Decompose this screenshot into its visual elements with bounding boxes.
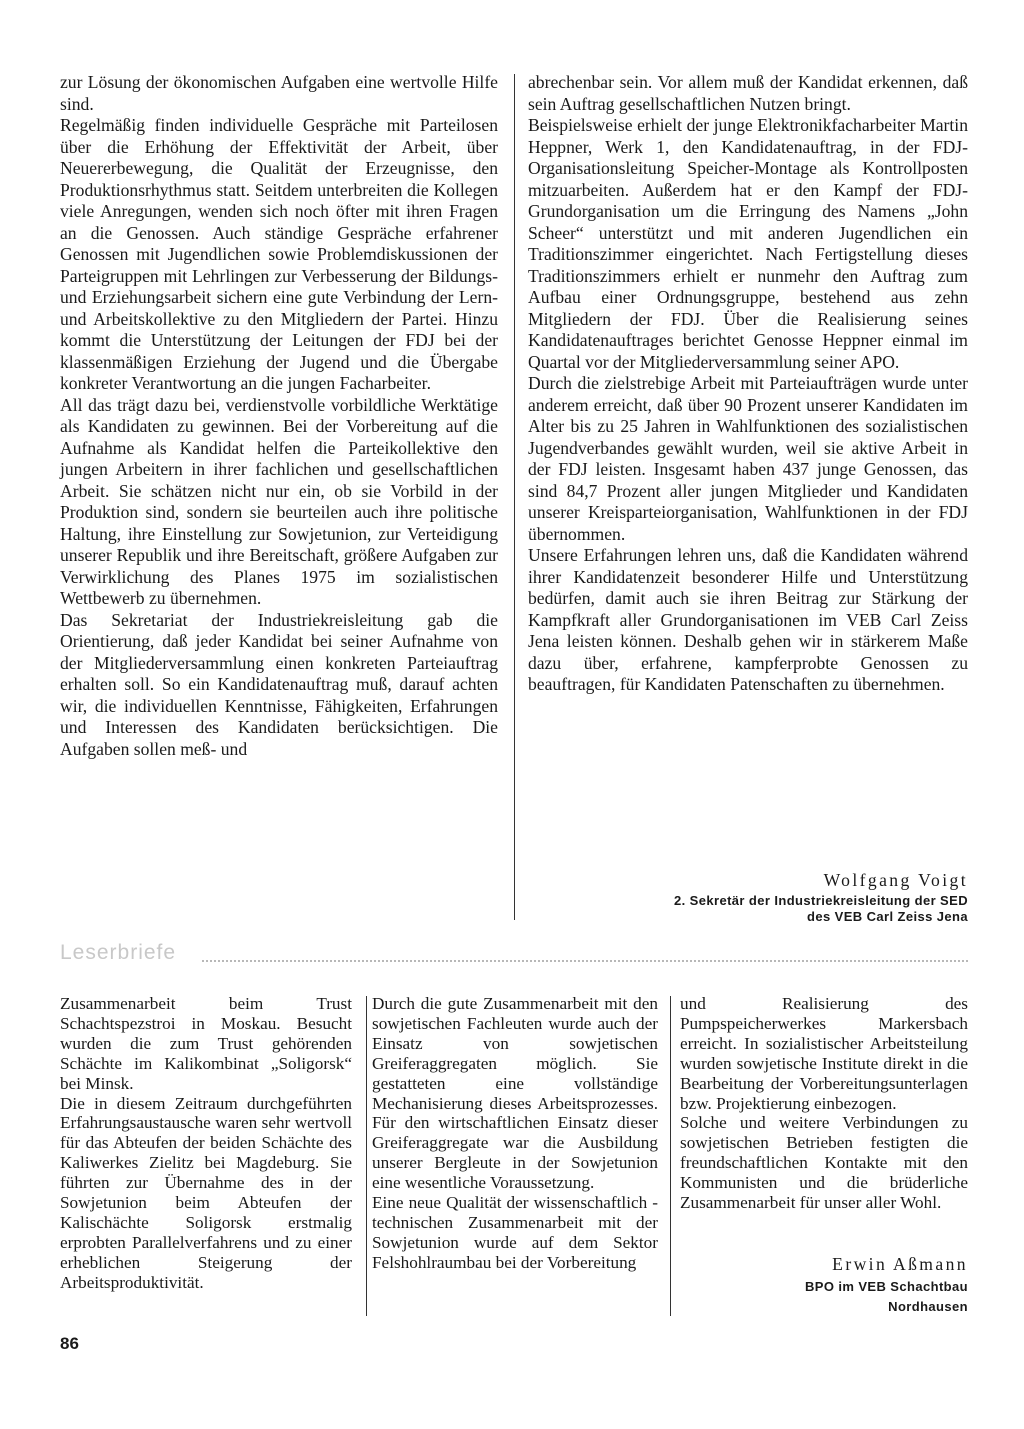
page-number: 86 <box>60 1334 79 1353</box>
paragraph: Unsere Erfahrungen lehren uns, daß die Kandidaten während ihrer Kandidatenzeit besonderer Hilfe und Unterstützung bedürfen, damit auch sie ihren Beitrag zur Stärkung der Kampfkraft aller Grundorganisationen im VEB Carl Zeiss Jena leisten können. Deshalb gehen wir in stärkerem Maße dazu über, erfahrene, kampferprobte Genossen zu beauftragen, für Kandidaten Patenschaften zu übernehmen. <box>528 545 968 694</box>
author-role-line: 2. Sekretär der Industriekreisleitung der SED <box>674 893 968 908</box>
article-author-name: Wolfgang Voigt <box>823 870 968 890</box>
paragraph: Solche und weitere Verbindungen zu sowjetischen Betrieben festigten die freundschaftlichen Kontakte mit den Kommunisten und die brüderliche Zusammenarbeit für unser aller Wohl. <box>680 1113 968 1213</box>
author-role-line: des VEB Carl Zeiss Jena <box>807 909 968 924</box>
paragraph: abrechenbar sein. Vor allem muß der Kandidat erkennen, daß sein Auftrag gesellschaftlichen Nutzen bringt. <box>528 72 968 114</box>
author-role-line: Nordhausen <box>888 1299 968 1314</box>
column-divider <box>366 996 367 1316</box>
letter-author-role <box>805 1277 968 1317</box>
paragraph: Zusammenarbeit beim Trust Schachtspezstroi in Moskau. Besucht wurden die zum Trust gehörenden Schächte im Kalikombinat „Soligorsk“ bei Minsk. <box>60 994 352 1093</box>
paragraph: Die in diesem Zeitraum durchgeführten Erfahrungsaustausche waren sehr wertvoll für das Abteufen der beiden Schächte des Kaliwerkes Zielitz bei Magdeburg. Sie führten zur Übernahme des in der Sowjetunion beim Abteufen der Kalischächte Soligorsk erstmalig erprobten Parallelverfahrens und zu einer erheblichen Steigerung der Arbeitsproduktivität. <box>60 1093 352 1292</box>
column-divider <box>514 74 515 920</box>
paragraph: All das trägt dazu bei, verdienstvolle vorbildliche Werktätige als Kandidaten zu gewinnen. Bei der Vorbereitung auf die Aufnahme als Kandidat helfen die Parteikollektive den jungen Arbeitern in ihrer fachlichen und gesellschaftlichen Arbeit. Sie schätzen nicht nur ein, ob sie Vorbild in der Produktion sind, sondern sie beurteilen auch ihre politische Haltung, ihre Einstellung zur Sowjetunion, zur Verteidigung unserer Republik und ihre Bereitschaft, größere Aufgaben zur Verwirklichung des Planes 1975 im sozialistischen Wettbewerb zu übernehmen. <box>60 394 498 608</box>
paragraph: Durch die gute Zusammenarbeit mit den sowjetischen Fachleuten wurde auch der Einsatz von sowjetischen Greiferaggregaten möglich. Sie gestatteten eine vollständige Mechanisierung dieses Arbeitsprozesses. Für den wirtschaftlichen Einsatz dieser Greiferaggregate war die Ausbildung unserer Bergleute in der Sowjetunion eine wesentliche Voraussetzung. <box>372 994 658 1193</box>
letter-column-2 <box>372 994 658 1273</box>
letter-author-name: Erwin Aßmann <box>832 1254 968 1274</box>
paragraph: Durch die zielstrebige Arbeit mit Parteiaufträgen wurde unter anderem erreicht, daß über 90 Prozent unserer Kandidaten im Alter bis zu 25 Jahren in Wahlfunktionen des sozialistischen Jugendverbandes gewählt wurden, weil sie aktive Arbeit in der FDJ leisten. Insgesamt haben 437 junge Genossen, das sind 84,7 Prozent aller jungen Mitglieder und Kandidaten unserer Kreisparteiorganisation, Wahlfunktionen in der FDJ übernommen. <box>528 373 968 544</box>
article-column-right <box>528 72 968 696</box>
paragraph: zur Lösung der ökonomischen Aufgaben eine wertvolle Hilfe sind. <box>60 72 498 114</box>
article-author-role <box>674 893 968 925</box>
section-heading-rule <box>202 960 968 962</box>
article-column-left <box>60 72 498 760</box>
paragraph: Eine neue Qualität der wissenschaftlich - technischen Zusammenarbeit mit der Sowjetunion wurde auf dem Sektor Felshohlraumbau bei der Vorbereitung <box>372 1193 658 1272</box>
author-role-line: BPO im VEB Schachtbau <box>805 1279 968 1294</box>
paragraph: Beispielsweise erhielt der junge Elektronikfacharbeiter Martin Heppner, Werk 1, den Kandidatenauftrag, in der FDJ-Organisationsleitung Speicher-Montage als Kontrollposten mitzuarbeiten. Außerdem hat er den Kampf der FDJ-Grundorganisation um die Erringung des Namens „John Scheer“ unterstützt und mit anderen Jugendlichen ein Traditionszimmer eingerichtet. Nach Fertigstellung dieses Traditionszimmers erhielt er nunmehr den Auftrag zum Aufbau einer Ordnungsgruppe, bestehend aus zehn Mitgliedern der FDJ. Über die Realisierung seines Kandidatenauftrages berichtet Genosse Heppner einmal im Quartal vor der Mitgliederversammlung seiner APO. <box>528 115 968 372</box>
paragraph: und Realisierung des Pumpspeicherwerkes Markersbach erreicht. In sozialistischer Arbeitsteilung wurden sowjetische Institute direkt in die Bearbeitung der Vorbereitungsunterlagen bzw. Projektierung einbezogen. <box>680 994 968 1113</box>
column-divider <box>670 996 671 1316</box>
paragraph: Das Sekretariat der Industriekreisleitung gab die Orientierung, daß jeder Kandidat bei seiner Aufnahme von der Mitgliederversammlung einen konkreten Parteiauftrag erhalten soll. So ein Kandidatenauftrag muß, darauf achten wir, die individuellen Kenntnisse, Fähigkeiten, Erfahrungen und Interessen des Kandidaten berücksichtigen. Die Aufgaben sollen meß- und <box>60 609 498 759</box>
section-heading: Leserbriefe <box>60 941 177 964</box>
paragraph: Regelmäßig finden individuelle Gespräche mit Parteilosen über die Erhöhung der Effektivität der Arbeit, über Neuererbewegung, die Qualität der Erzeugnisse, den Produktionsrhythmus statt. Seitdem unterbreiten die Kollegen viele Anregungen, wenden sich noch öfter mit ihren Fragen an die Genossen. Auch ständige Gespräche erfahrener Genossen mit Jugendlichen sowie Problemdiskussionen der Parteigruppen mit Lehrlingen zur Verbesserung der Bildungs- und Erziehungsarbeit sichern eine gute Verbindung der Lern- und Arbeitskollektive zu den Mitgliedern der Partei. Hinzu kommt die Unterstützung der Leitungen der FDJ bei der klassenmäßigen Erziehung der Jugend und die Übergabe konkreter Verantwortung an die jungen Facharbeiter. <box>60 115 498 393</box>
letter-column-1 <box>60 994 352 1293</box>
letter-column-3 <box>680 994 968 1213</box>
